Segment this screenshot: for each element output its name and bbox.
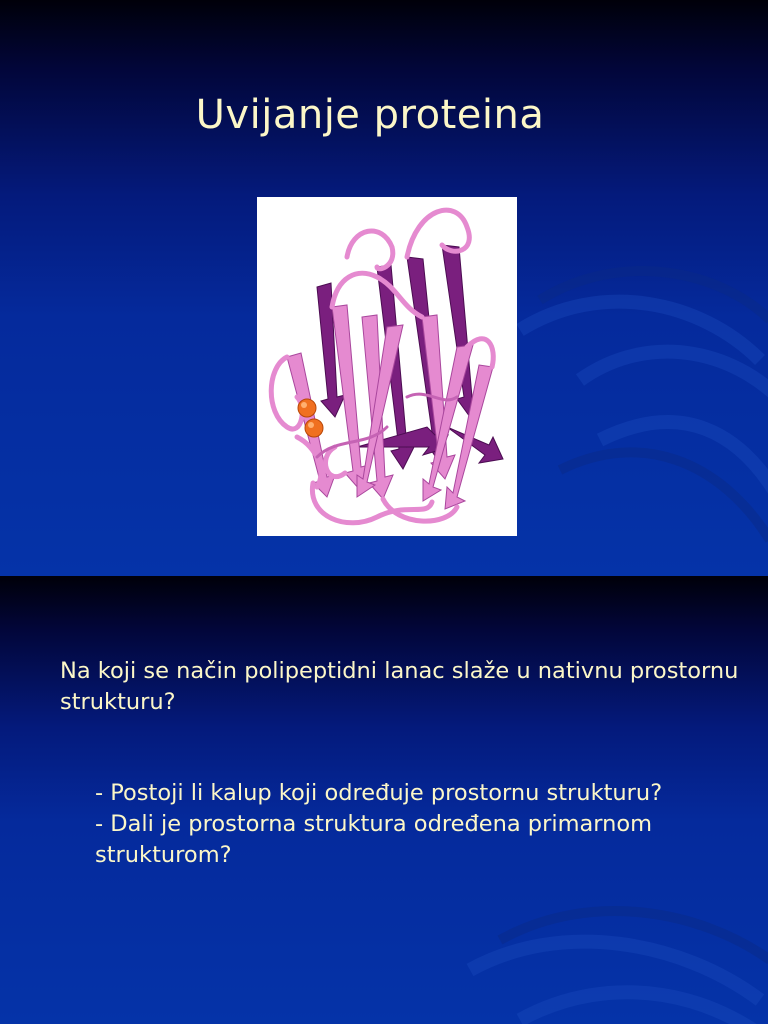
bullet-item: - Dali je prostorna struktura određena primarnom strukturom? [95,811,653,868]
question-text: Na koji se način polipeptidni lanac slaže u nativnu prostornu strukturu? [60,658,739,715]
bullet-item: - Postoji li kalup koji određuje prostornu strukturu? [95,780,663,806]
protein-ribbon-diagram [257,197,517,536]
slide-2 [0,576,768,1024]
slide-title: Uvijanje proteina [195,92,545,138]
protein-figure [257,197,517,536]
bullet-list [95,778,755,871]
